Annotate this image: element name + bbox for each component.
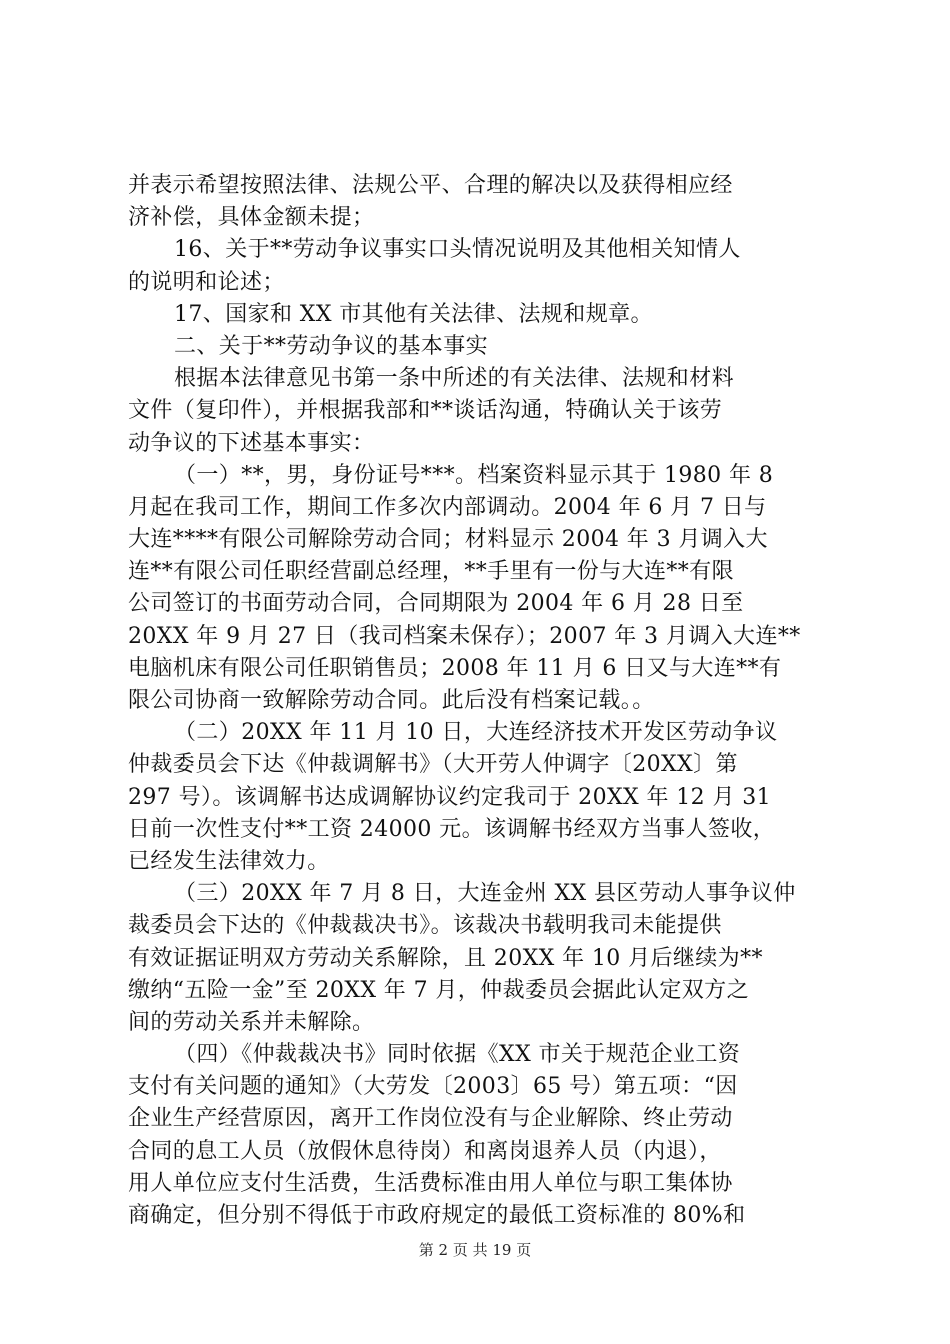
text-line: 20XX 年 9 月 27 日（我司档案未保存）；2007 年 3 月调入大连** xyxy=(128,623,801,649)
text-line: 公司签订的书面劳动合同，合同期限为 2004 年 6 月 28 日至 xyxy=(128,591,744,617)
text-line: 动争议的下述基本事实： xyxy=(128,430,375,456)
text-line: 根据本法律意见书第一条中所述的有关法律、法规和材料 xyxy=(174,366,735,392)
text-line: 17、国家和 XX 市其他有关法律、法规和规章。 xyxy=(174,301,653,327)
text-line: 并表示希望按照法律、法规公平、合理的解决以及获得相应经 xyxy=(128,173,733,198)
text-line: 297 号）。该调解书达成调解协议约定我司于 20XX 年 12 月 31 xyxy=(128,784,772,810)
text-line: 16、关于**劳动争议事实口头情况说明及其他相关知情人 xyxy=(174,237,741,263)
text-line: 缴纳“五险一金”至 20XX 年 7 月，仲裁委员会据此认定双方之 xyxy=(128,977,749,1003)
text-line: 连**有限公司任职经营副总经理，**手里有一份与大连**有限 xyxy=(128,559,735,585)
text-line: （二）20XX 年 11 月 10 日，大连经济技术开发区劳动争议 xyxy=(174,720,778,746)
text-line: 的说明和论述； xyxy=(128,269,285,295)
document-body xyxy=(128,170,840,1232)
text-line: 合同的息工人员（放假休息待岗）和离岗退养人员（内退）， xyxy=(128,1138,722,1164)
text-line: 间的劳动关系并未解除。 xyxy=(128,1009,375,1035)
text-line: 济补偿，具体金额未提； xyxy=(128,205,375,231)
text-line: 月起在我司工作，期间工作多次内部调动。2004 年 6 月 7 日与 xyxy=(128,494,767,520)
text-line: 支付有关问题的通知》（大劳发〔2003〕65 号）第五项：“因 xyxy=(128,1074,738,1100)
text-line: （四）《仲裁裁决书》同时依据《XX 市关于规范企业工资 xyxy=(174,1042,741,1068)
text-line: 已经发生法律效力。 xyxy=(128,848,330,874)
text-line: 企业生产经营原因，离开工作岗位没有与企业解除、终止劳动 xyxy=(128,1106,733,1132)
text-line: （一）**，男，身份证号***。档案资料显示其于 1980 年 8 xyxy=(174,462,774,488)
text-line: 文件（复印件），并根据我部和**谈话沟通，特确认关于该劳 xyxy=(128,398,723,424)
text-line: 仲裁委员会下达《仲裁调解书》（大开劳人仲调字〔20XX〕第 xyxy=(128,752,738,778)
text-line: 商确定，但分别不得低于市政府规定的最低工资标准的 80%和 xyxy=(128,1203,746,1228)
section-heading: 二、关于**劳动争议的基本事实 xyxy=(174,333,489,359)
text-line: 大连****有限公司解除劳动合同；材料显示 2004 年 3 月调入大 xyxy=(128,527,768,553)
text-line: 用人单位应支付生活费，生活费标准由用人单位与职工集体协 xyxy=(128,1170,733,1196)
text-line: 电脑机床有限公司任职销售员；2008 年 11 月 6 日又与大连**有 xyxy=(128,655,782,681)
text-line: 日前一次性支付**工资 24000 元。该调解书经双方当事人签收， xyxy=(128,816,776,842)
text-line: （三）20XX 年 7 月 8 日，大连金州 XX 县区劳动人事争议仲 xyxy=(174,881,796,907)
text-line: 限公司协商一致解除劳动合同。此后没有档案记载。。 xyxy=(128,688,655,713)
text-line: 裁委员会下达的《仲裁裁决书》。该裁决书载明我司未能提供 xyxy=(128,913,722,939)
text-line: 有效证据证明双方劳动关系解除，且 20XX 年 10 月后继续为** xyxy=(128,945,763,971)
page-number-footer: 第 2 页 共 19 页 xyxy=(418,1241,532,1259)
